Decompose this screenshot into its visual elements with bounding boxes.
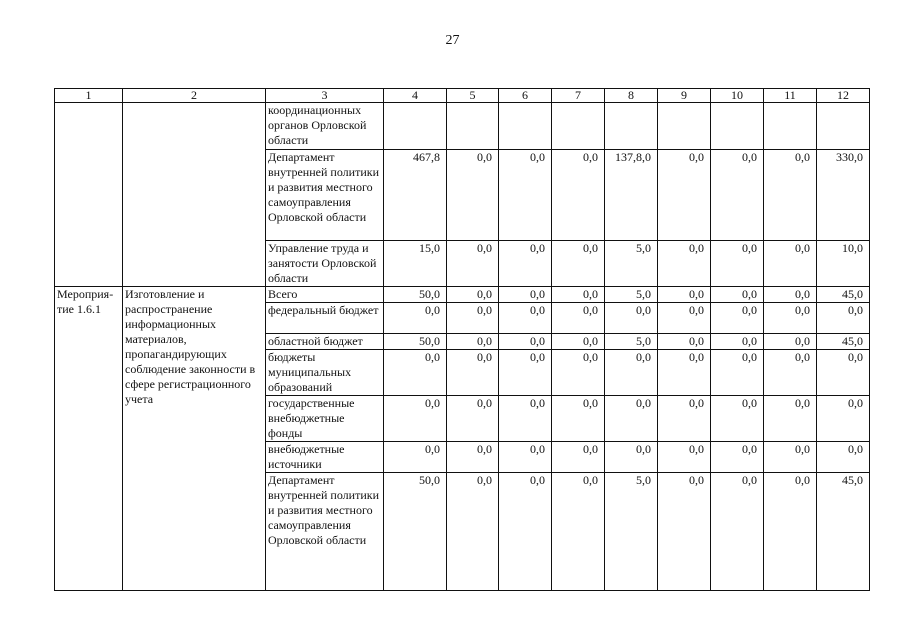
continued-code-cell <box>55 103 123 287</box>
value-cell: 0,0 <box>499 396 552 442</box>
value-cell: 15,0 <box>384 241 447 287</box>
source-cell: областной бюджет <box>266 334 384 350</box>
value-cell: 0,0 <box>711 350 764 396</box>
header-cell: 4 <box>384 89 447 103</box>
value-cell: 0,0 <box>447 473 499 591</box>
value-cell: 0,0 <box>711 241 764 287</box>
value-cell: 0,0 <box>552 334 605 350</box>
header-cell: 2 <box>123 89 266 103</box>
value-cell: 0,0 <box>447 442 499 473</box>
header-cell: 7 <box>552 89 605 103</box>
value-cell <box>552 103 605 150</box>
value-cell: 45,0 <box>817 334 870 350</box>
value-cell: 0,0 <box>764 396 817 442</box>
value-cell: 0,0 <box>764 334 817 350</box>
value-cell: 0,0 <box>711 442 764 473</box>
value-cell: 0,0 <box>384 303 447 334</box>
value-cell: 0,0 <box>552 150 605 241</box>
value-cell: 0,0 <box>499 241 552 287</box>
measure-name-cell: Изготовление и распространение информационных материалов, пропагандирующих соблюдение законности в сфере регистрационного учета <box>123 287 266 591</box>
value-cell: 0,0 <box>658 396 711 442</box>
value-cell: 0,0 <box>499 334 552 350</box>
measure-code-cell: Мероприя-тие 1.6.1 <box>55 287 123 591</box>
value-cell: 0,0 <box>499 303 552 334</box>
value-cell: 0,0 <box>658 334 711 350</box>
value-cell: 0,0 <box>605 396 658 442</box>
value-cell: 0,0 <box>552 350 605 396</box>
value-cell <box>711 103 764 150</box>
source-cell: федеральный бюджет <box>266 303 384 334</box>
value-cell: 0,0 <box>711 473 764 591</box>
value-cell: 0,0 <box>658 350 711 396</box>
value-cell: 0,0 <box>499 150 552 241</box>
value-cell: 0,0 <box>658 473 711 591</box>
value-cell: 0,0 <box>817 442 870 473</box>
header-cell: 10 <box>711 89 764 103</box>
value-cell: 0,0 <box>764 442 817 473</box>
value-cell: 0,0 <box>711 303 764 334</box>
value-cell: 0,0 <box>764 241 817 287</box>
value-cell: 0,0 <box>711 396 764 442</box>
value-cell: 0,0 <box>552 396 605 442</box>
header-cell: 3 <box>266 89 384 103</box>
header-cell: 8 <box>605 89 658 103</box>
value-cell: 0,0 <box>499 442 552 473</box>
source-cell: Всего <box>266 287 384 303</box>
value-cell: 330,0 <box>817 150 870 241</box>
value-cell: 0,0 <box>447 350 499 396</box>
value-cell <box>605 103 658 150</box>
value-cell: 0,0 <box>447 396 499 442</box>
value-cell: 0,0 <box>552 303 605 334</box>
source-cell: Департамент внутренней политики и развития местного самоуправления Орловской области <box>266 473 384 591</box>
header-cell: 6 <box>499 89 552 103</box>
source-cell: государственные внебюджетные фонды <box>266 396 384 442</box>
header-cell: 11 <box>764 89 817 103</box>
value-cell: 45,0 <box>817 473 870 591</box>
source-cell: координационных органов Орловской области <box>266 103 384 150</box>
source-cell: внебюджетные источники <box>266 442 384 473</box>
value-cell: 0,0 <box>658 241 711 287</box>
value-cell: 0,0 <box>384 350 447 396</box>
value-cell: 5,0 <box>605 473 658 591</box>
value-cell: 0,0 <box>384 396 447 442</box>
value-cell: 0,0 <box>817 350 870 396</box>
value-cell: 0,0 <box>764 350 817 396</box>
header-cell: 12 <box>817 89 870 103</box>
value-cell: 0,0 <box>552 442 605 473</box>
value-cell: 0,0 <box>817 303 870 334</box>
source-cell: Управление труда и занятости Орловской области <box>266 241 384 287</box>
value-cell: 45,0 <box>817 287 870 303</box>
value-cell: 0,0 <box>658 287 711 303</box>
table-row <box>55 287 870 303</box>
value-cell <box>658 103 711 150</box>
source-cell: бюджеты муниципальных образований <box>266 350 384 396</box>
value-cell: 0,0 <box>764 473 817 591</box>
value-cell: 0,0 <box>711 334 764 350</box>
header-cell: 9 <box>658 89 711 103</box>
value-cell: 0,0 <box>447 287 499 303</box>
value-cell: 0,0 <box>658 303 711 334</box>
header-cell: 1 <box>55 89 123 103</box>
value-cell: 0,0 <box>711 287 764 303</box>
header-row <box>55 89 870 103</box>
value-cell: 0,0 <box>447 334 499 350</box>
value-cell: 137,8,0 <box>605 150 658 241</box>
value-cell: 0,0 <box>499 350 552 396</box>
value-cell: 0,0 <box>499 287 552 303</box>
value-cell: 0,0 <box>605 442 658 473</box>
value-cell: 0,0 <box>764 303 817 334</box>
value-cell: 0,0 <box>605 303 658 334</box>
value-cell: 0,0 <box>552 287 605 303</box>
value-cell: 0,0 <box>552 241 605 287</box>
value-cell <box>817 103 870 150</box>
value-cell: 0,0 <box>711 150 764 241</box>
value-cell: 0,0 <box>658 442 711 473</box>
header-cell: 5 <box>447 89 499 103</box>
value-cell: 0,0 <box>764 287 817 303</box>
source-cell: Департамент внутренней политики и развития местного самоуправления Орловской области <box>266 150 384 241</box>
value-cell <box>764 103 817 150</box>
value-cell: 0,0 <box>817 396 870 442</box>
value-cell: 0,0 <box>447 241 499 287</box>
value-cell: 0,0 <box>499 473 552 591</box>
value-cell: 50,0 <box>384 287 447 303</box>
value-cell: 0,0 <box>764 150 817 241</box>
value-cell: 0,0 <box>384 442 447 473</box>
value-cell: 467,8 <box>384 150 447 241</box>
page-number: 27 <box>445 33 460 48</box>
value-cell: 5,0 <box>605 334 658 350</box>
value-cell <box>447 103 499 150</box>
value-cell <box>384 103 447 150</box>
value-cell <box>499 103 552 150</box>
value-cell: 0,0 <box>447 150 499 241</box>
value-cell: 0,0 <box>658 150 711 241</box>
value-cell: 10,0 <box>817 241 870 287</box>
value-cell: 0,0 <box>552 473 605 591</box>
table-row <box>55 103 870 150</box>
value-cell: 5,0 <box>605 287 658 303</box>
value-cell: 0,0 <box>447 303 499 334</box>
value-cell: 5,0 <box>605 241 658 287</box>
continued-name-cell <box>123 103 266 287</box>
value-cell: 0,0 <box>605 350 658 396</box>
value-cell: 50,0 <box>384 473 447 591</box>
budget-table <box>54 88 870 591</box>
value-cell: 50,0 <box>384 334 447 350</box>
